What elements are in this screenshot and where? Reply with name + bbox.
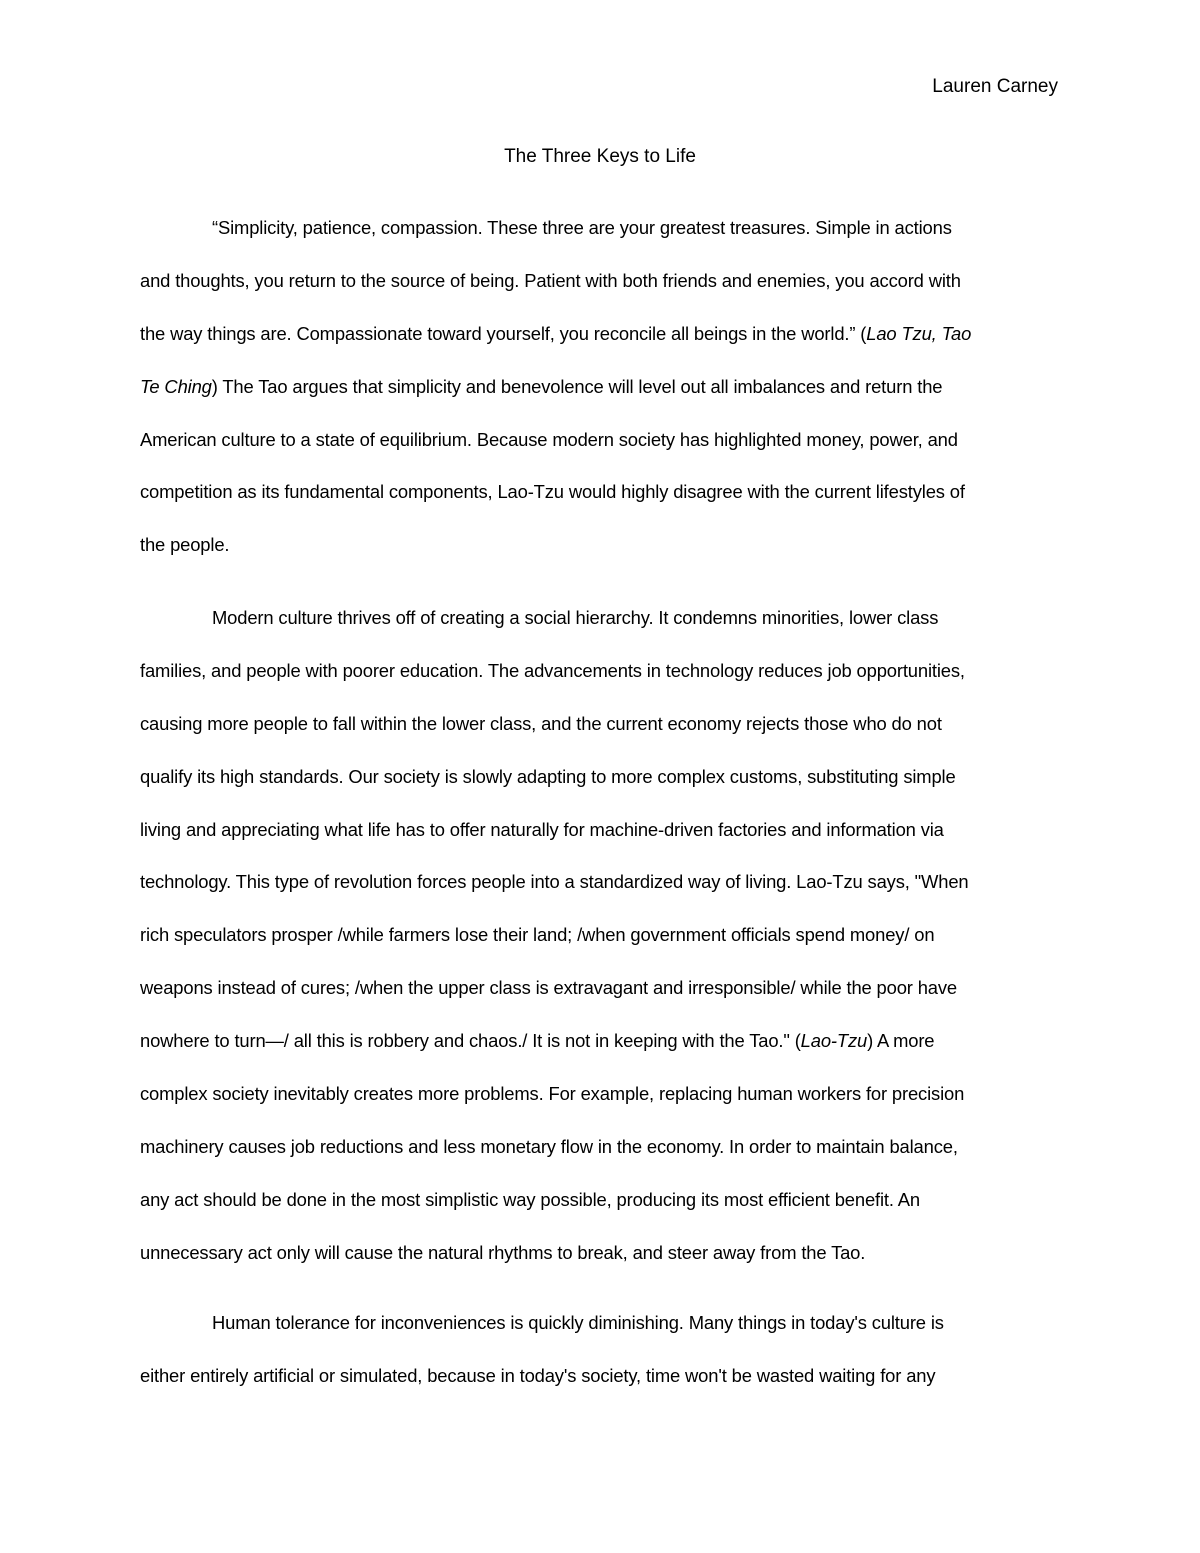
citation-italic: Te Ching: [140, 375, 212, 397]
paragraph-1: [140, 215, 1060, 585]
paragraph-line: families, and people with poorer education. The advancements in technology reduces job opportunities,: [140, 659, 965, 681]
paragraph-line: living and appreciating what life has to offer naturally for machine-driven factories and information via: [140, 818, 944, 840]
paragraph-2: [140, 605, 1060, 1293]
author-header: Lauren Carney: [932, 76, 1058, 97]
paragraph-line: machinery causes job reductions and less monetary flow in the economy. In order to maintain balance,: [140, 1135, 958, 1157]
paragraph-line: complex society inevitably creates more problems. For example, replacing human workers for precision: [140, 1083, 965, 1105]
paragraph-line: the people.: [140, 534, 230, 556]
paragraph-line: [140, 321, 1060, 374]
paragraph-line: competition as its fundamental components, Lao-Tzu would highly disagree with the current lifestyles of: [140, 481, 965, 503]
paragraph-line: “Simplicity, patience, compassion. These three are your greatest treasures. Simple in actions: [212, 217, 952, 238]
paragraph-text: ) A more: [867, 1030, 935, 1052]
document-title: The Three Keys to Life: [504, 146, 696, 167]
paragraph-line: qualify its high standards. Our society is slowly adapting to more complex customs, substituting simple: [140, 765, 956, 787]
paragraph-line: rich speculators prosper /while farmers lose their land; /when government officials spend money/ on: [140, 924, 935, 946]
paragraph-3: [140, 1310, 1060, 1416]
paragraph-line: causing more people to fall within the lower class, and the current economy rejects those who do not: [140, 712, 942, 734]
citation-italic: Lao Tzu, Tao: [866, 322, 972, 344]
paragraph-line: [140, 374, 1060, 427]
paragraph-line: and thoughts, you return to the source of being. Patient with both friends and enemies, you accord with: [140, 269, 961, 291]
citation-italic: Lao-Tzu: [800, 1030, 868, 1052]
paragraph-line: technology. This type of revolution forces people into a standardized way of living. Lao-Tzu says, "When: [140, 871, 969, 893]
paragraph-line: [140, 1028, 1060, 1081]
paragraph-line: either entirely artificial or simulated, because in today's society, time won't be wasted waiting for any: [140, 1364, 936, 1386]
paragraph-text: nowhere to turn—/ all this is robbery and chaos./ It is not in keeping with the Tao." (: [140, 1030, 801, 1052]
paragraph-line: Human tolerance for inconveniences is quickly diminishing. Many things in today's culture is: [212, 1312, 944, 1333]
paragraph-line: weapons instead of cures; /when the upper class is extravagant and irresponsible/ while the poor have: [140, 977, 958, 999]
paragraph-line: unnecessary act only will cause the natural rhythms to break, and steer away from the Tao.: [140, 1241, 866, 1263]
paragraph-line: any act should be done in the most simplistic way possible, producing its most efficient benefit. An: [140, 1188, 920, 1210]
paragraph-text: the way things are. Compassionate toward yourself, you reconcile all beings in the world.” (: [140, 322, 867, 344]
paragraph-text: ) The Tao argues that simplicity and benevolence will level out all imbalances and return the: [211, 375, 943, 397]
paragraph-line: American culture to a state of equilibrium. Because modern society has highlighted money, power, and: [140, 428, 958, 450]
paragraph-line: Modern culture thrives off of creating a social hierarchy. It condemns minorities, lower class: [212, 607, 939, 628]
